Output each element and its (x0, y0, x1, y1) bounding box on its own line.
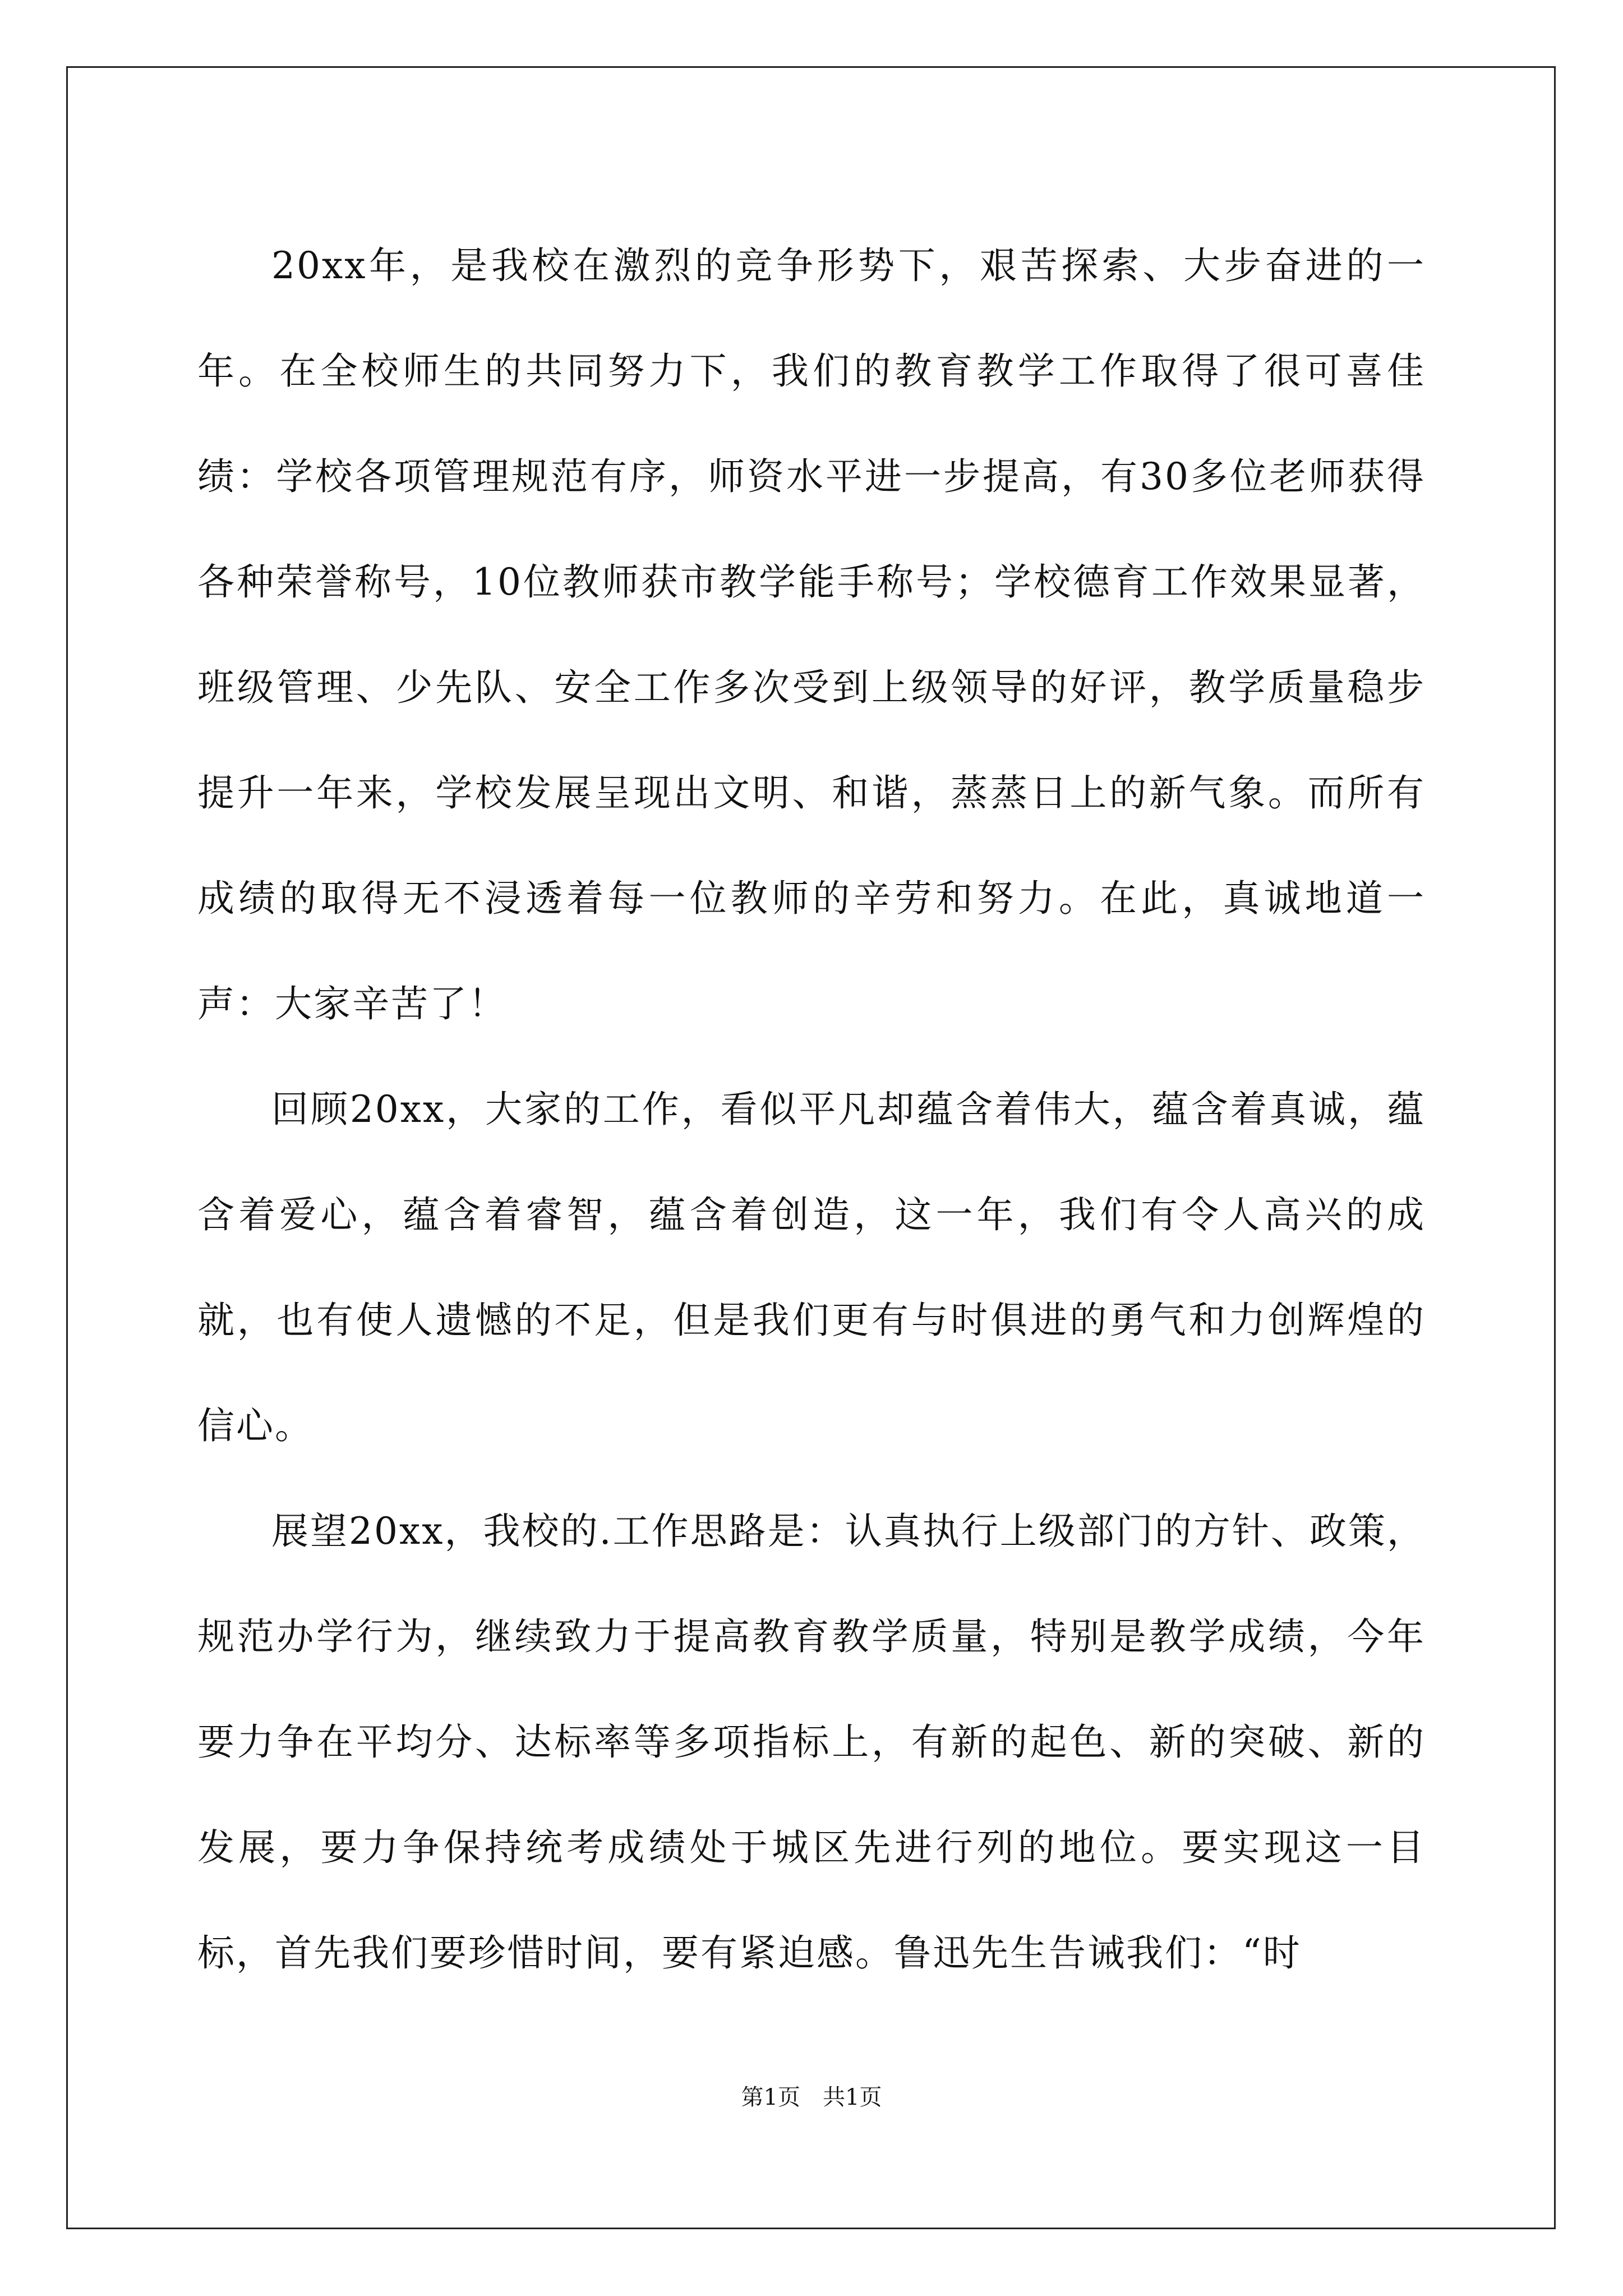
paragraph-2: 回顾20xx，大家的工作，看似平凡却蕴含着伟大，蕴含着真诚，蕴含着爱心，蕴含着睿智，蕴含着创造，这一年，我们有令人高兴的成就，也有使人遗憾的不足，但是我们更有与时俱进的勇气和力创辉煌的信心。 (197, 1088, 1426, 1447)
page-number: 第1页 (741, 2085, 800, 2110)
paragraph-3: 展望20xx，我校的.工作思路是：认真执行上级部门的方针、政策，规范办学行为，继续致力于提高教育教学质量，特别是教学成绩，今年要力争在平均分、达标率等多项指标上，有新的起色、新的突破、新的发展，要力争保持统考成绩处于城区先进行列的地位。要实现这一目标，首先我们要珍惜时间，要有紧迫感。鲁迅先生告诫我们：“时 (197, 1510, 1426, 1975)
document-body (197, 213, 1426, 2006)
paragraph-1: 20xx年，是我校在激烈的竞争形势下，艰苦探索、大步奋进的一年。在全校师生的共同努力下，我们的教育教学工作取得了很可喜佳绩：学校各项管理规范有序，师资水平进一步提高，有30多位老师获得各种荣誉称号，10位教师获市教学能手称号；学校德育工作效果显著，班级管理、少先队、安全工作多次受到上级领导的好评，教学质量稳步提升一年来，学校发展呈现出文明、和谐，蒸蒸日上的新气象。而所有成绩的取得无不浸透着每一位教师的辛劳和努力。在此，真诚地道一声：大家辛苦了！ (197, 244, 1426, 1025)
page-footer (0, 2083, 1623, 2111)
page-total: 共1页 (823, 2085, 882, 2110)
